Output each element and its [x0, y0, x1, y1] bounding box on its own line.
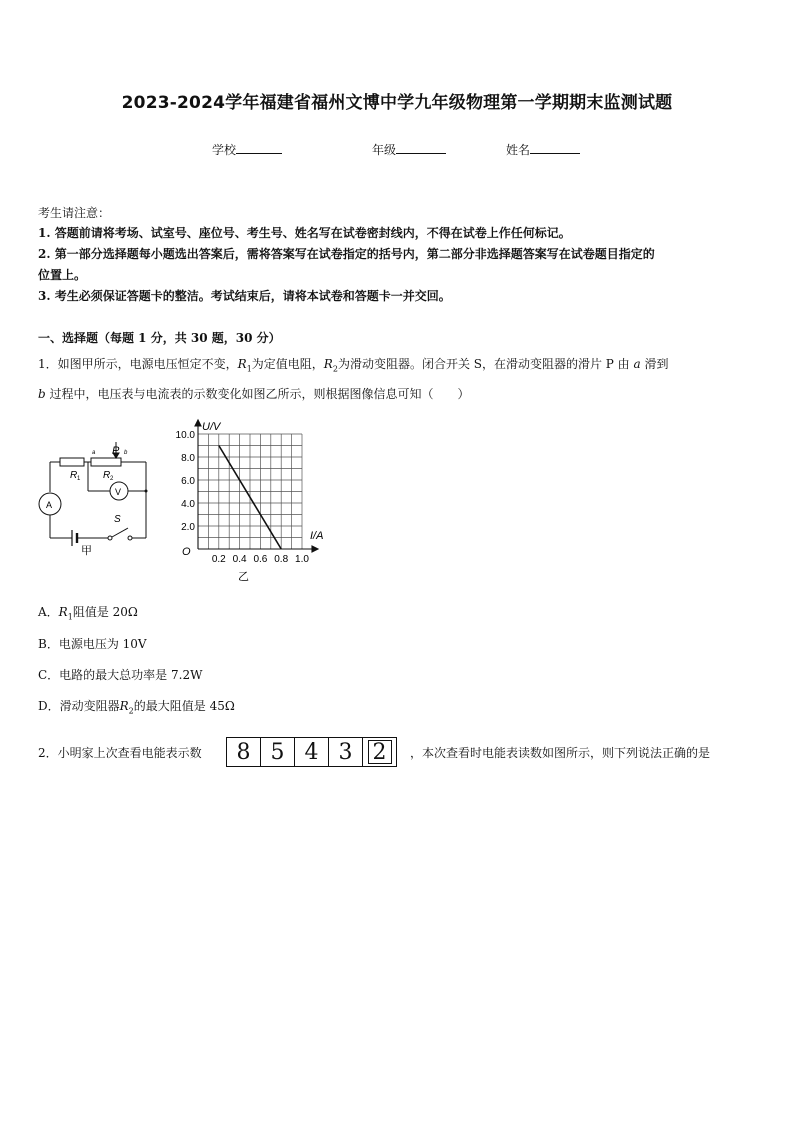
circuit-label-r1: R: [70, 470, 78, 481]
x-tick-label: 1.0: [295, 554, 309, 565]
grade-field: [372, 141, 446, 158]
name-label: 姓名: [506, 143, 531, 157]
circuit-caption: 甲: [81, 545, 92, 557]
option-d-prefix: D．滑动变阻器: [38, 699, 120, 713]
q1-text-b: 为定值电阻，: [251, 357, 324, 371]
option-d[interactable]: [38, 697, 235, 715]
q1-line-2: [38, 385, 470, 402]
resistor-r2: [91, 458, 121, 466]
q2-pre: 2．小明家上次查看电能表示数: [38, 746, 202, 760]
q1-b: b: [38, 387, 46, 401]
ammeter-label: A: [46, 500, 53, 510]
circuit-label-p: P: [112, 445, 120, 457]
meter-decimal-digit: 2: [368, 740, 392, 764]
school-blank: [236, 141, 282, 154]
q2-post: ，本次查看时电能表读数如图所示，则下列说法正确的是: [410, 746, 711, 760]
note-item-3: 3. 考生必须保证答题卡的整洁。考试结束后，请将本试卷和答题卡一并交回。: [38, 289, 451, 303]
option-a[interactable]: [38, 603, 138, 621]
meter-digit-1: 8: [227, 738, 261, 766]
option-d-r-sub: 2: [128, 706, 134, 716]
meter-digit-3: 4: [295, 738, 329, 766]
q1-text-a: 1．如图甲所示，电源电压恒定不变，: [38, 357, 238, 371]
note-item-2-cont: 位置上。: [38, 268, 87, 282]
y-tick-label: 2.0: [181, 522, 195, 533]
y-tick-label: 10.0: [175, 430, 195, 441]
circuit-diagram: [36, 420, 156, 565]
x-axis-arrow: [312, 546, 318, 552]
option-a-prefix: A．: [38, 605, 59, 619]
x-tick-label: 0.6: [253, 554, 268, 565]
y-tick-label: 6.0: [181, 476, 195, 487]
graph-caption: 乙: [238, 571, 249, 583]
option-d-r: R: [119, 699, 129, 713]
meter-digit-4: 3: [329, 738, 363, 766]
circuit-label-r2-sub: 2: [110, 476, 114, 482]
circuit-label-a: a: [92, 450, 96, 456]
y-axis-arrow: [195, 420, 201, 426]
grade-blank: [396, 141, 446, 154]
meter-digit-2: 5: [261, 738, 295, 766]
school-field: [212, 141, 282, 158]
switch-label: S: [114, 514, 121, 525]
y-tick-label: 8.0: [181, 453, 195, 464]
q1-a: a: [633, 357, 641, 371]
y-axis-label: U/V: [202, 421, 221, 433]
q1-r1: R: [237, 357, 247, 371]
circuit-label-r1-sub: 1: [77, 476, 81, 482]
option-a-r-sub: 1: [67, 612, 73, 622]
name-field: [506, 141, 580, 158]
note-item-1: 1. 答题前请将考场、试室号、座位号、考生号、姓名写在试卷密封线内，不得在试卷上作任何标记。: [38, 226, 571, 240]
resistor-r1: [60, 458, 84, 466]
name-blank: [530, 141, 580, 154]
circuit-label-b: b: [124, 450, 128, 456]
note-item-2: 2. 第一部分选择题每小题选出答案后，需将答案写在试卷指定的括号内，第二部分非选择题答案写在试卷题目指定的: [38, 247, 655, 261]
option-b[interactable]: B．电源电压为 10V: [38, 637, 147, 651]
page-title: 2023-2024学年福建省福州文博中学九年级物理第一学期期末监测试题: [121, 93, 673, 113]
q1-line-1: [38, 355, 669, 373]
notes-heading: 考生请注意：: [38, 206, 111, 220]
q1-text-c: 为滑动变阻器。闭合开关 S，在滑动变阻器的滑片 P 由: [337, 357, 630, 371]
x-axis-label: I/A: [310, 530, 324, 542]
circuit-label-r2: R: [103, 470, 111, 481]
y-tick-label: 4.0: [181, 499, 195, 510]
grade-label: 年级: [372, 143, 397, 157]
option-d-text: 的最大阻值是 45Ω: [133, 699, 235, 713]
x-tick-label: 0.4: [232, 554, 247, 565]
voltmeter-label: V: [115, 487, 122, 497]
meter-reading: [226, 737, 397, 767]
meter-digit-5: [363, 738, 396, 766]
q1-r2: R: [323, 357, 333, 371]
q1-r1-sub: 1: [246, 364, 252, 374]
x-tick-label: 0.8: [274, 554, 289, 565]
u-i-graph: [166, 418, 336, 588]
x-tick-label: 0.2: [211, 554, 226, 565]
option-a-r: R: [58, 605, 68, 619]
school-label: 学校: [212, 143, 237, 157]
section-heading: 一、选择题（每题 1 分，共 30 题，30 分）: [38, 331, 281, 345]
q1-r2-sub: 2: [332, 364, 338, 374]
option-c[interactable]: C．电路的最大总功率是 7.2W: [38, 668, 203, 682]
origin-label: O: [182, 546, 191, 558]
option-a-text: 阻值是 20Ω: [72, 605, 138, 619]
q1-text-d: 滑到: [644, 357, 669, 371]
q1-text-e: 过程中，电压表与电流表的示数变化如图乙所示，则根据图像信息可知（ ）: [49, 387, 470, 401]
